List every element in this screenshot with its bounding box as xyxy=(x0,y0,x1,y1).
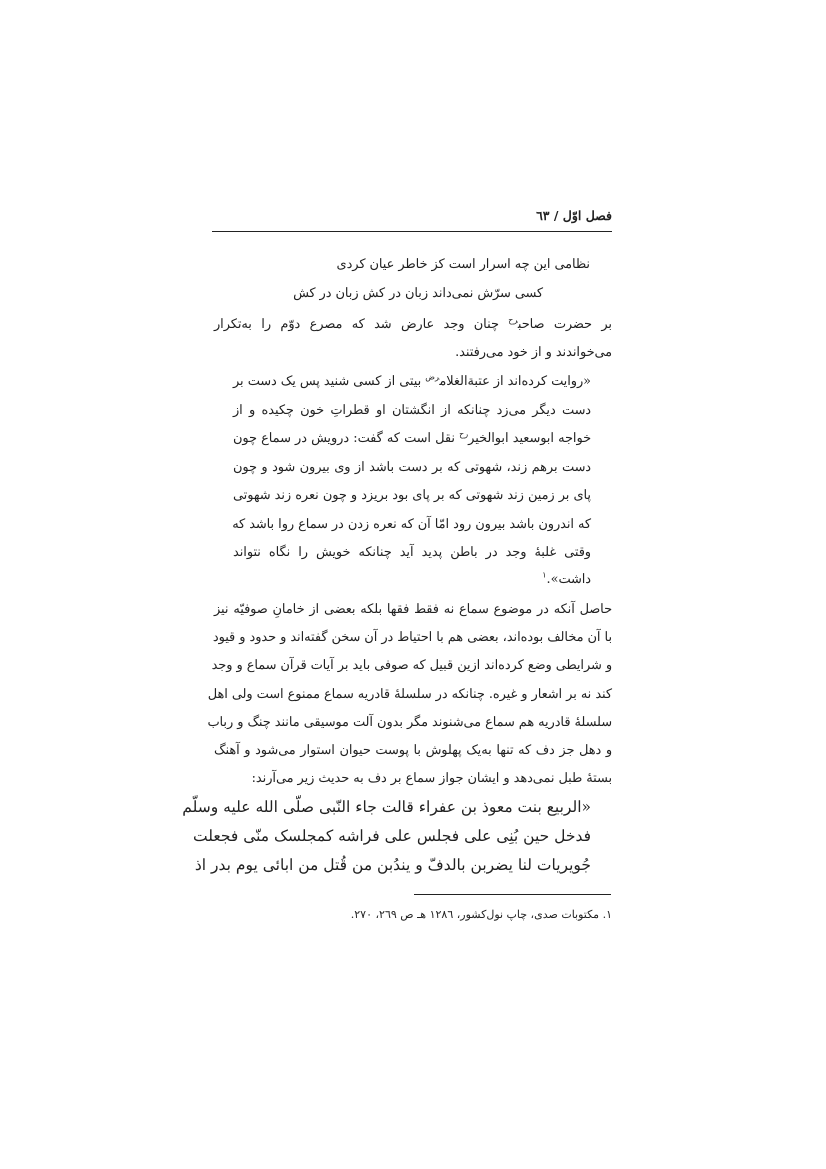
honorific-superscript: رح xyxy=(459,429,469,439)
quote-line-5: پای بر زمین زند شهوتی که بر پای بود بریزد و چون نعره زند شهوتی xyxy=(233,488,591,503)
quote-line-6: که اندرون باشد بیرون رود امّا آن که نعره زدن در سماع روا باشد که xyxy=(232,517,591,532)
quote-line-4: دست برهم زند، شهوتی که بر دست باشد از وی بیرون شود و چون xyxy=(233,460,591,475)
paragraph-2-line-5: سلسلهٔ قادریه هم سماع می‌شنوند مگر بدون آلت موسیقی مانند چنگ و رباب xyxy=(207,715,612,730)
paragraph-2-line-4: کند نه بر اشعار و غیره. چنانکه در سلسلهٔ قادریه سماع ممنوع است ولی اهل xyxy=(207,687,612,702)
footnote-rule xyxy=(414,894,611,895)
hadith-line-2: فدخل حین بُنِی علی فجلس علی فراشه کمجلسک منّی فجعلت xyxy=(193,827,591,845)
running-header: فصل اوّل / ٦٣ xyxy=(536,208,612,223)
footnote: ١. مکتوبات صدی، چاپ نول‌کشور، ١٢٨٦ هـ ص ٢٦٩، ٢٧٠. xyxy=(350,908,612,921)
paragraph-1-line-2: می‌خواندند و از خود می‌رفتند. xyxy=(455,345,612,360)
verse-line-1: نظامی این چه اسرار است کز خاطر عیان کردی xyxy=(336,257,590,272)
hadith-line-1: «الربیع بنت معوذ بن عفراء قالت جاء النّبی صلّی الله علیه وسلّم xyxy=(182,798,591,816)
paragraph-2-line-3: و شرایطی وضع کرده‌اند ازین قبیل که صوفی باید بر آیات قرآن سماع و وجد xyxy=(211,658,612,673)
quote-line-7: وقتی غلبهٔ وجد در باطن پدید آید چنانکه خویش را نگاه نتواند xyxy=(233,545,591,560)
paragraph-1-line-1 xyxy=(214,314,612,336)
paragraph-2-line-1: حاصل آنکه در موضوع سماع نه فقط فقها بلکه بعضی از خامانِ صوفیّه نیز xyxy=(214,602,612,617)
quote-line-2: دست دیگر می‌زد چنانکه از انگشتان او قطراتِ خون چکیده و از xyxy=(233,403,591,418)
para1-text-end: چنان وجد عارض شد که مصرع دوّم را به‌تکرار xyxy=(214,317,509,332)
quote-line-8: داشت».$^١$ xyxy=(542,570,591,587)
paragraph-2-line-7: بستهٔ طبل نمی‌دهد و ایشان جواز سماع بر دف به حدیث زیر می‌آرند: xyxy=(251,771,612,786)
honorific-superscript: رض xyxy=(425,372,440,382)
quote-line-1: «روایت کرده‌اند از عتبةالغلام$^{رض}$ بیتی از کسی شنید پس یک دست بر xyxy=(233,372,591,389)
para1-text-start: بر حضرت صاحب xyxy=(517,317,612,332)
header-rule xyxy=(212,231,612,232)
honorific-superscript: رح xyxy=(508,315,518,325)
paragraph-2-line-2: با آن مخالف بوده‌اند، بعضی هم با احتیاط در آن سخن گفته‌اند و حدود و قیود xyxy=(212,630,612,645)
footnote-reference[interactable]: ١ xyxy=(542,570,547,580)
verse-line-2: کسی سرّش نمی‌داند زبان در کش زبان در کش xyxy=(293,286,543,301)
paragraph-2-line-6: و دهل جز دف که تنها به‌یک پهلوش با پوست حیوان استوار می‌شود و آهنگ xyxy=(214,743,612,758)
quote-line-3: خواجه ابوسعید ابوالخیر$^{رح}$ نقل است که گفت: درویش در سماع چون xyxy=(233,429,591,446)
hadith-line-3: جُویریات لنا یضربن بالدفّ و یندُبن من قُتل من ابائی یوم بدر اذ xyxy=(194,856,591,874)
